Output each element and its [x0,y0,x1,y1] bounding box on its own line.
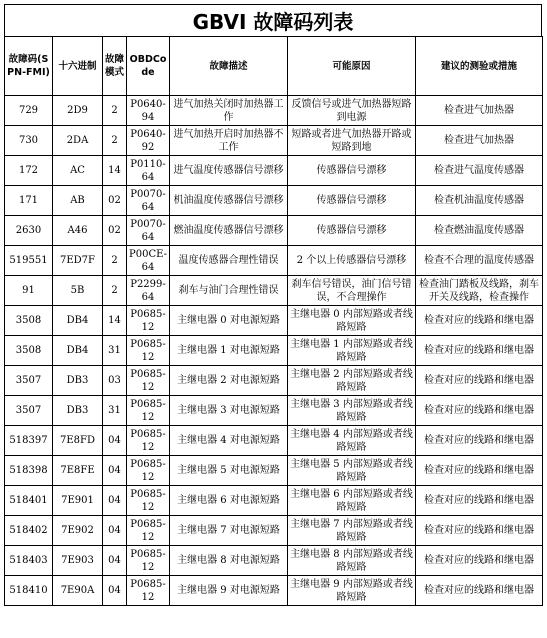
table-title: GBVI 故障码列表 [4,4,542,36]
cell-obd-code: P0685-12 [127,456,170,486]
table-row [5,546,543,576]
cell-obd-code: P0685-12 [127,336,170,366]
cell-hex: DB4 [53,306,103,336]
cell-possible-cause: 2 个以上传感器信号漂移 [288,246,416,276]
cell-fault-mode: 2 [103,96,127,126]
cell-fault-mode: 04 [103,456,127,486]
cell-possible-cause: 主继电器 0 内部短路或者线路短路 [288,306,416,336]
cell-fault-mode: 02 [103,216,127,246]
header-fault-code: 故障码(SPN-FMI) [5,37,53,96]
cell-obd-code: P0070-64 [127,216,170,246]
cell-obd-code: P0685-12 [127,486,170,516]
table-row [5,276,543,306]
header-fault-description: 故障描述 [170,37,288,96]
table-row [5,576,543,606]
cell-fault-mode: 04 [103,546,127,576]
cell-fault-description: 机油温度传感器信号漂移 [170,186,288,216]
cell-possible-cause: 主继电器 9 内部短路或者线路短路 [288,576,416,606]
cell-fault-code: 3508 [5,306,53,336]
cell-fault-description: 进气加热关闭时加热器工作 [170,96,288,126]
cell-fault-description: 主继电器 1 对电源短路 [170,336,288,366]
table-row [5,426,543,456]
cell-suggested-action: 检查对应的线路和继电器 [416,486,543,516]
cell-fault-code: 518402 [5,516,53,546]
cell-possible-cause: 刹车信号错误，油门信号错误，不合理操作 [288,276,416,306]
cell-suggested-action: 检查进气温度传感器 [416,156,543,186]
table-row [5,516,543,546]
cell-suggested-action: 检查油门踏板及线路，刹车开关及线路，检查操作 [416,276,543,306]
cell-fault-mode: 2 [103,276,127,306]
cell-fault-mode: 14 [103,156,127,186]
cell-hex: 7E90A [53,576,103,606]
cell-hex: 7E903 [53,546,103,576]
cell-hex: A46 [53,216,103,246]
cell-fault-code: 171 [5,186,53,216]
cell-hex: AB [53,186,103,216]
table-row [5,366,543,396]
cell-fault-code: 518403 [5,546,53,576]
cell-suggested-action: 检查进气加热器 [416,126,543,156]
cell-obd-code: P0685-12 [127,546,170,576]
cell-fault-code: 518401 [5,486,53,516]
cell-hex: 7E902 [53,516,103,546]
cell-fault-code: 3508 [5,336,53,366]
cell-suggested-action: 检查对应的线路和继电器 [416,336,543,366]
table-row [5,246,543,276]
cell-fault-description: 主继电器 5 对电源短路 [170,456,288,486]
cell-fault-mode: 31 [103,336,127,366]
cell-possible-cause: 反馈信号或进气加热器短路到电源 [288,96,416,126]
cell-fault-mode: 04 [103,576,127,606]
table-row [5,216,543,246]
cell-possible-cause: 主继电器 6 内部短路或者线路短路 [288,486,416,516]
header-obd-code: OBDCode [127,37,170,96]
cell-suggested-action: 检查不合理的温度传感器 [416,246,543,276]
cell-fault-code: 519551 [5,246,53,276]
cell-fault-mode: 04 [103,516,127,546]
header-suggested-action: 建议的测验或措施 [416,37,543,96]
cell-fault-code: 3507 [5,396,53,426]
cell-fault-description: 主继电器 8 对电源短路 [170,546,288,576]
cell-obd-code: P0640-94 [127,96,170,126]
cell-possible-cause: 主继电器 2 内部短路或者线路短路 [288,366,416,396]
table-header-row [5,37,543,96]
cell-fault-description: 主继电器 4 对电源短路 [170,426,288,456]
cell-obd-code: P2299-64 [127,276,170,306]
cell-suggested-action: 检查机油温度传感器 [416,186,543,216]
cell-possible-cause: 主继电器 3 内部短路或者线路短路 [288,396,416,426]
cell-possible-cause: 主继电器 1 内部短路或者线路短路 [288,336,416,366]
cell-fault-code: 2630 [5,216,53,246]
cell-fault-mode: 04 [103,426,127,456]
cell-fault-code: 518398 [5,456,53,486]
cell-obd-code: P0685-12 [127,576,170,606]
cell-fault-code: 91 [5,276,53,306]
header-fault-mode: 故障模式 [103,37,127,96]
cell-hex: 7E901 [53,486,103,516]
cell-fault-description: 进气温度传感器信号漂移 [170,156,288,186]
cell-hex: DB4 [53,336,103,366]
cell-hex: DB3 [53,366,103,396]
cell-suggested-action: 检查对应的线路和继电器 [416,546,543,576]
cell-suggested-action: 检查对应的线路和继电器 [416,576,543,606]
cell-obd-code: P0685-12 [127,426,170,456]
cell-hex: 5B [53,276,103,306]
cell-fault-mode: 02 [103,186,127,216]
table-row [5,336,543,366]
table-row [5,186,543,216]
cell-fault-code: 729 [5,96,53,126]
cell-possible-cause: 传感器信号漂移 [288,216,416,246]
cell-hex: 7ED7F [53,246,103,276]
table-row [5,126,543,156]
cell-suggested-action: 检查对应的线路和继电器 [416,426,543,456]
cell-fault-description: 主继电器 0 对电源短路 [170,306,288,336]
cell-suggested-action: 检查对应的线路和继电器 [416,366,543,396]
table-row [5,306,543,336]
cell-fault-mode: 31 [103,396,127,426]
cell-fault-code: 518397 [5,426,53,456]
cell-fault-mode: 2 [103,246,127,276]
table-row [5,96,543,126]
cell-obd-code: P0685-12 [127,516,170,546]
cell-possible-cause: 主继电器 8 内部短路或者线路短路 [288,546,416,576]
cell-fault-description: 刹车与油门合理性错误 [170,276,288,306]
header-hex: 十六进制 [53,37,103,96]
cell-suggested-action: 检查对应的线路和继电器 [416,516,543,546]
cell-suggested-action: 检查对应的线路和继电器 [416,456,543,486]
cell-fault-description: 进气加热开启时加热器不工作 [170,126,288,156]
cell-fault-code: 3507 [5,366,53,396]
cell-obd-code: P0070-64 [127,186,170,216]
cell-fault-description: 燃油温度传感器信号漂移 [170,216,288,246]
cell-possible-cause: 主继电器 7 内部短路或者线路短路 [288,516,416,546]
table-row [5,486,543,516]
fault-code-table [4,36,543,606]
cell-fault-code: 730 [5,126,53,156]
cell-possible-cause: 传感器信号漂移 [288,186,416,216]
cell-possible-cause: 主继电器 4 内部短路或者线路短路 [288,426,416,456]
cell-suggested-action: 检查进气加热器 [416,96,543,126]
table-row [5,396,543,426]
cell-obd-code: P00CE-64 [127,246,170,276]
cell-obd-code: P0685-12 [127,306,170,336]
cell-obd-code: P0685-12 [127,396,170,426]
cell-suggested-action: 检查对应的线路和继电器 [416,306,543,336]
table-row [5,456,543,486]
cell-fault-code: 172 [5,156,53,186]
cell-obd-code: P0685-12 [127,366,170,396]
cell-obd-code: P0110-64 [127,156,170,186]
cell-fault-mode: 14 [103,306,127,336]
cell-hex: 7E8FD [53,426,103,456]
cell-fault-description: 温度传感器合理性错误 [170,246,288,276]
cell-fault-mode: 03 [103,366,127,396]
cell-possible-cause: 短路或者进气加热器开路或短路到地 [288,126,416,156]
cell-fault-mode: 04 [103,486,127,516]
cell-fault-code: 518410 [5,576,53,606]
cell-hex: 2DA [53,126,103,156]
cell-hex: DB3 [53,396,103,426]
cell-suggested-action: 检查燃油温度传感器 [416,216,543,246]
cell-hex: 2D9 [53,96,103,126]
header-possible-cause: 可能原因 [288,37,416,96]
cell-fault-description: 主继电器 3 对电源短路 [170,396,288,426]
cell-possible-cause: 主继电器 5 内部短路或者线路短路 [288,456,416,486]
cell-possible-cause: 传感器信号漂移 [288,156,416,186]
cell-fault-description: 主继电器 6 对电源短路 [170,486,288,516]
cell-fault-mode: 2 [103,126,127,156]
cell-fault-description: 主继电器 9 对电源短路 [170,576,288,606]
cell-suggested-action: 检查对应的线路和继电器 [416,396,543,426]
cell-hex: 7E8FE [53,456,103,486]
cell-hex: AC [53,156,103,186]
cell-fault-description: 主继电器 7 对电源短路 [170,516,288,546]
cell-fault-description: 主继电器 2 对电源短路 [170,366,288,396]
cell-obd-code: P0640-92 [127,126,170,156]
table-row [5,156,543,186]
